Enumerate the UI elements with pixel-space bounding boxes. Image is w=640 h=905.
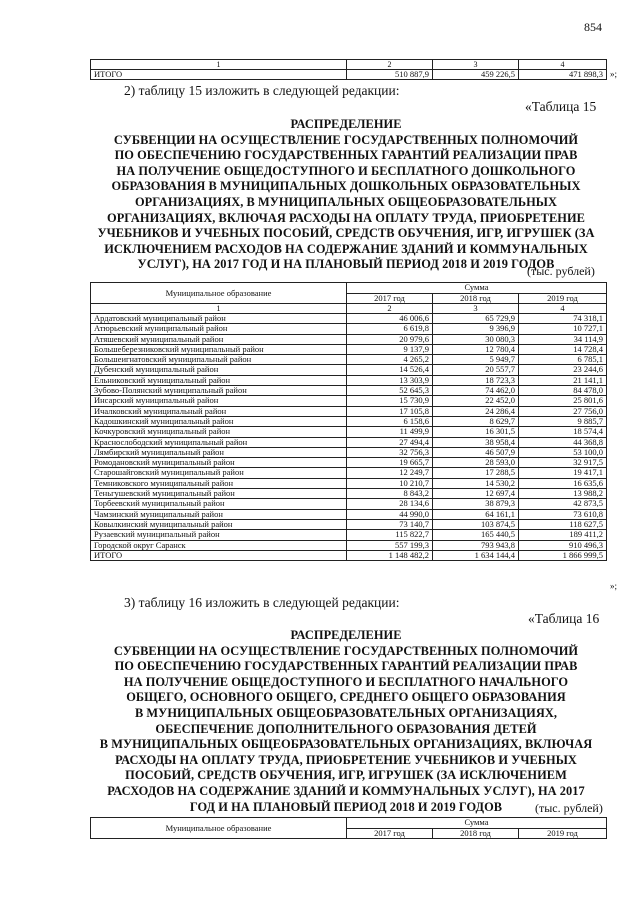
table-row: [91, 427, 607, 437]
table-row: [91, 468, 607, 478]
table-row: [91, 499, 607, 509]
title-line: НА ПОЛУЧЕНИЕ ОБЩЕДОСТУПНОГО И БЕСПЛАТНОГО ДОШКОЛЬНОГО: [116, 163, 576, 178]
total-2018: 1 634 144,4: [433, 550, 519, 560]
value-2017: 115 822,7: [347, 530, 433, 540]
value-2018: 20 557,7: [433, 365, 519, 375]
table16: [90, 817, 607, 839]
value-2019: 32 917,5: [519, 458, 607, 468]
title-line: РАСПРЕДЕЛЕНИЕ: [290, 628, 402, 642]
col-number-4: 4: [519, 60, 607, 70]
table-row: [91, 447, 607, 457]
title-line: НА ПОЛУЧЕНИЕ ОБЩЕДОСТУПНОГО И БЕСПЛАТНОГО НАЧАЛЬНОГО: [123, 674, 569, 689]
col-number-4: 4: [519, 304, 607, 314]
value-2017: 19 665,7: [347, 458, 433, 468]
value-2019: 910 496,3: [519, 540, 607, 550]
header-municipality: Муниципальное образование: [91, 283, 347, 304]
value-2019: 18 574,4: [519, 427, 607, 437]
page-number: 854: [584, 20, 602, 34]
table-row: [91, 509, 607, 519]
col-number-3: 3: [433, 60, 519, 70]
table-row: [91, 478, 607, 488]
municipality-name: Ковылкинский муниципальный район: [91, 519, 347, 529]
value-2019: 53 100,0: [519, 447, 607, 457]
municipality-name: Большеигнатовский муниципальный район: [91, 355, 347, 365]
table-row: [91, 530, 607, 540]
value-2018: 38 958,4: [433, 437, 519, 447]
value-2017: 11 499,9: [347, 427, 433, 437]
table-row: [91, 540, 607, 550]
value-2017: 73 140,7: [347, 519, 433, 529]
table-row: [91, 386, 607, 396]
value-2018: 74 462,0: [433, 386, 519, 396]
header-year-2019: 2019 год: [519, 828, 607, 839]
municipality-name: Дубенский муниципальный район: [91, 365, 347, 375]
table-row: [91, 365, 607, 375]
table-row: [91, 406, 607, 416]
value-2019: 6 785,1: [519, 355, 607, 365]
total-2017: 510 887,9: [347, 70, 433, 80]
title-line: ПО ОБЕСПЕЧЕНИЮ ГОСУДАРСТВЕННЫХ ГАРАНТИЙ РЕАЛИЗАЦИИ ПРАВ: [114, 148, 578, 163]
col-number-1: 1: [91, 60, 347, 70]
value-2018: 64 161,1: [433, 509, 519, 519]
value-2017: 10 210,7: [347, 478, 433, 488]
value-2017: 27 494,4: [347, 437, 433, 447]
table15-label: «Таблица 15: [525, 99, 597, 114]
value-2018: 17 288,5: [433, 468, 519, 478]
header-year-2019: 2019 год: [519, 293, 607, 304]
title-line: РАСХОДОВ НА СОДЕРЖАНИЕ ЗДАНИЙ И КОММУНАЛЬНЫХ УСЛУГ), НА 2017: [107, 783, 585, 798]
value-2017: 6 619,8: [347, 324, 433, 334]
table-row: [91, 396, 607, 406]
col-number-1: 1: [91, 304, 347, 314]
total-label: ИТОГО: [91, 70, 347, 80]
previous-table-tail: [90, 59, 607, 80]
table-row: [91, 489, 607, 499]
municipality-name: Атюрьевский муниципальный район: [91, 324, 347, 334]
total-2018: 459 226,5: [433, 70, 519, 80]
value-2018: 18 723,3: [433, 375, 519, 385]
title-line: РАСПРЕДЕЛЕНИЕ: [290, 117, 402, 131]
total-2019: 1 866 999,5: [519, 550, 607, 560]
value-2019: 34 114,9: [519, 334, 607, 344]
table-end-mark: »;: [610, 69, 618, 79]
value-2018: 14 530,2: [433, 478, 519, 488]
header-year-2017: 2017 год: [347, 828, 433, 839]
value-2017: 46 006,6: [347, 314, 433, 324]
value-2019: 25 801,6: [519, 396, 607, 406]
municipality-name: Рузаевский муниципальный район: [91, 530, 347, 540]
title-line: В МУНИЦИПАЛЬНЫХ ОБЩЕОБРАЗОВАТЕЛЬНЫХ ОРГАНИЗАЦИЯХ, ВКЛЮЧАЯ: [99, 737, 593, 752]
title-line: СУБВЕНЦИИ НА ОСУЩЕСТВЛЕНИЕ ГОСУДАРСТВЕННЫХ ПОЛНОМОЧИЙ: [113, 643, 579, 658]
value-2017: 13 303,9: [347, 375, 433, 385]
table-row: [91, 375, 607, 385]
value-2017: 6 158,6: [347, 416, 433, 426]
value-2018: 165 440,5: [433, 530, 519, 540]
value-2019: 9 885,7: [519, 416, 607, 426]
table-row: [91, 344, 607, 354]
table15-title: [86, 117, 606, 273]
header-year-2018: 2018 год: [433, 828, 519, 839]
table16-label: «Таблица 16: [528, 611, 600, 626]
title-line: ПОСОБИЙ, СРЕДСТВ ОБУЧЕНИЯ, ИГР, ИГРУШЕК (ЗА ИСКЛЮЧЕНИЕМ: [125, 768, 567, 783]
value-2018: 9 396,9: [433, 324, 519, 334]
value-2019: 13 988,2: [519, 489, 607, 499]
value-2018: 793 943,8: [433, 540, 519, 550]
col-number-2: 2: [347, 60, 433, 70]
total-2019: 471 898,3: [519, 70, 607, 80]
table16-title: [86, 628, 606, 815]
header-sum: Сумма: [347, 818, 607, 829]
value-2018: 65 729,9: [433, 314, 519, 324]
instruction-3: 3) таблицу 16 изложить в следующей редакции:: [124, 595, 400, 610]
title-line: СУБВЕНЦИИ НА ОСУЩЕСТВЛЕНИЕ ГОСУДАРСТВЕННЫХ ПОЛНОМОЧИЙ: [113, 132, 579, 147]
value-2019: 19 417,1: [519, 468, 607, 478]
value-2019: 74 318,1: [519, 314, 607, 324]
value-2017: 8 843,2: [347, 489, 433, 499]
table-row: [91, 314, 607, 324]
table15: [90, 282, 607, 561]
municipality-name: Кочкуровский муниципальный район: [91, 427, 347, 437]
municipality-name: Атяшевский муниципальный район: [91, 334, 347, 344]
table-row: [91, 437, 607, 447]
unit-label-15: (тыс. рублей): [527, 264, 595, 278]
header-year-2017: 2017 год: [347, 293, 433, 304]
value-2017: 17 105,8: [347, 406, 433, 416]
value-2019: 118 627,5: [519, 519, 607, 529]
title-line: ОБРАЗОВАНИЯ В МУНИЦИПАЛЬНЫХ ДОШКОЛЬНЫХ ОБРАЗОВАТЕЛЬНЫХ: [111, 179, 581, 194]
title-line: В МУНИЦИПАЛЬНЫХ ОБЩЕОБРАЗОВАТЕЛЬНЫХ ОРГАНИЗАЦИЯХ,: [134, 705, 558, 720]
value-2018: 5 949,7: [433, 355, 519, 365]
table-row: [91, 458, 607, 468]
value-2018: 46 507,9: [433, 447, 519, 457]
value-2017: 52 645,3: [347, 386, 433, 396]
value-2018: 8 629,7: [433, 416, 519, 426]
municipality-name: Ичалковский муниципальный район: [91, 406, 347, 416]
total-label: ИТОГО: [91, 550, 347, 560]
title-line: ОРГАНИЗАЦИЯХ, ВКЛЮЧАЯ РАСХОДЫ НА ОПЛАТУ ТРУДА, ПРИОБРЕТЕНИЕ: [107, 210, 585, 225]
municipality-name: Кадошкинский муниципальный район: [91, 416, 347, 426]
table-row: [91, 334, 607, 344]
title-line: ОБЕСПЕЧЕНИЕ ДОПОЛНИТЕЛЬНОГО ОБРАЗОВАНИЯ ДЕТЕЙ: [155, 721, 537, 736]
municipality-name: Инсарский муниципальный район: [91, 396, 347, 406]
value-2018: 28 593,0: [433, 458, 519, 468]
value-2017: 32 756,3: [347, 447, 433, 457]
header-municipality: Муниципальное образование: [91, 818, 347, 839]
value-2018: 24 286,4: [433, 406, 519, 416]
header-sum: Сумма: [347, 283, 607, 294]
value-2018: 12 780,4: [433, 344, 519, 354]
table-row: [91, 519, 607, 529]
value-2017: 44 990,0: [347, 509, 433, 519]
municipality-name: Старошайговский муниципальный район: [91, 468, 347, 478]
value-2019: 16 635,6: [519, 478, 607, 488]
value-2017: 20 979,6: [347, 334, 433, 344]
col-number-2: 2: [347, 304, 433, 314]
municipality-name: Чамзинский муниципальный район: [91, 509, 347, 519]
table-row: [91, 324, 607, 334]
value-2018: 30 080,3: [433, 334, 519, 344]
value-2019: 42 873,5: [519, 499, 607, 509]
municipality-name: Темниковского муниципальный район: [91, 478, 347, 488]
value-2017: 12 249,7: [347, 468, 433, 478]
value-2019: 73 610,8: [519, 509, 607, 519]
municipality-name: Ардатовский муниципальный район: [91, 314, 347, 324]
value-2019: 21 141,1: [519, 375, 607, 385]
title-line: УСЛУГ), НА 2017 ГОД И НА ПЛАНОВЫЙ ПЕРИОД 2018 И 2019 ГОДОВ: [137, 257, 555, 272]
header-year-2018: 2018 год: [433, 293, 519, 304]
table15-end-mark: »;: [610, 581, 618, 591]
value-2018: 103 874,5: [433, 519, 519, 529]
value-2017: 14 526,4: [347, 365, 433, 375]
col-number-3: 3: [433, 304, 519, 314]
value-2019: 44 368,8: [519, 437, 607, 447]
title-line: ОРГАНИЗАЦИЯХ, В МУНИЦИПАЛЬНЫХ ОБЩЕОБРАЗОВАТЕЛЬНЫХ: [134, 194, 558, 209]
value-2017: 4 265,2: [347, 355, 433, 365]
instruction-2: 2) таблицу 15 изложить в следующей редакции:: [124, 83, 400, 98]
value-2019: 10 727,1: [519, 324, 607, 334]
total-2017: 1 148 482,2: [347, 550, 433, 560]
value-2018: 16 301,5: [433, 427, 519, 437]
title-line: ИСКЛЮЧЕНИЕМ РАСХОДОВ НА СОДЕРЖАНИЕ ЗДАНИЙ И КОММУНАЛЬНЫХ: [104, 241, 588, 256]
municipality-name: Ромодановский муниципальный район: [91, 458, 347, 468]
municipality-name: Зубово-Полянский муниципальный район: [91, 386, 347, 396]
table-row: [91, 355, 607, 365]
municipality-name: Городской округ Саранск: [91, 540, 347, 550]
title-line: ПО ОБЕСПЕЧЕНИЮ ГОСУДАРСТВЕННЫХ ГАРАНТИЙ РЕАЛИЗАЦИИ ПРАВ: [114, 659, 578, 674]
municipality-name: Большеберезниковский муниципальный район: [91, 344, 347, 354]
municipality-name: Краснослободский муниципальный район: [91, 437, 347, 447]
title-line: РАСХОДЫ НА ОПЛАТУ ТРУДА, ПРИОБРЕТЕНИЕ УЧЕБНИКОВ И УЧЕБНЫХ: [115, 752, 577, 767]
title-line: ОБЩЕГО, ОСНОВНОГО ОБЩЕГО, СРЕДНЕГО ОБЩЕГО ОБРАЗОВАНИЯ: [126, 690, 566, 705]
value-2018: 12 697,4: [433, 489, 519, 499]
table-row: [91, 416, 607, 426]
title-line: ГОД И НА ПЛАНОВЫЙ ПЕРИОД 2018 И 2019 ГОДОВ: [189, 799, 503, 814]
municipality-name: Ельниковский муниципальный район: [91, 375, 347, 385]
value-2017: 28 134,6: [347, 499, 433, 509]
municipality-name: Торбеевский муниципальный район: [91, 499, 347, 509]
value-2018: 38 879,3: [433, 499, 519, 509]
title-line: УЧЕБНИКОВ И УЧЕБНЫХ ПОСОБИЙ, СРЕДСТВ ОБУЧЕНИЯ, ИГР, ИГРУШЕК (ЗА: [97, 226, 595, 241]
value-2017: 557 199,3: [347, 540, 433, 550]
value-2017: 15 730,9: [347, 396, 433, 406]
municipality-name: Лямбирский муниципальный район: [91, 447, 347, 457]
value-2018: 22 452,0: [433, 396, 519, 406]
value-2019: 84 478,0: [519, 386, 607, 396]
municipality-name: Теньгушевский муниципальный район: [91, 489, 347, 499]
value-2017: 9 137,9: [347, 344, 433, 354]
unit-label-16: (тыс. рублей): [535, 801, 603, 815]
value-2019: 189 411,2: [519, 530, 607, 540]
value-2019: 27 756,0: [519, 406, 607, 416]
value-2019: 14 728,4: [519, 344, 607, 354]
value-2019: 23 244,6: [519, 365, 607, 375]
